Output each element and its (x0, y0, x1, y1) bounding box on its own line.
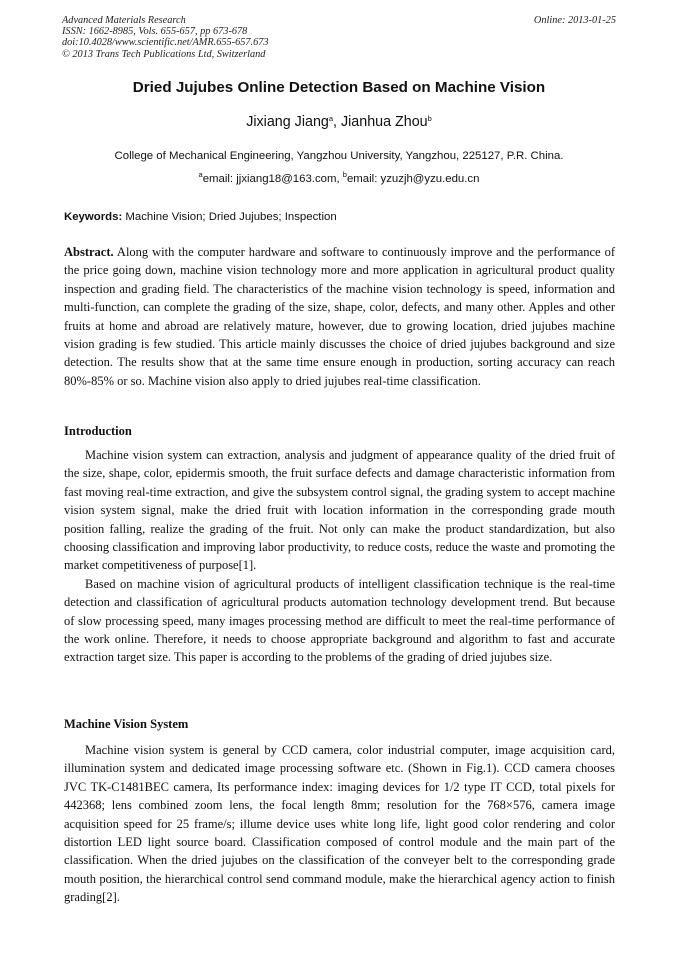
journal-name: Advanced Materials Research (62, 15, 186, 26)
keywords-text: Machine Vision; Dried Jujubes; Inspection (122, 211, 337, 223)
abstract-paragraph (64, 243, 615, 390)
author-affiliation-mark: b (427, 114, 432, 123)
author-list (0, 114, 678, 130)
section-heading-machine-vision-system: Machine Vision System (64, 717, 189, 731)
email-mark: b (342, 170, 347, 179)
introduction-body (64, 446, 615, 667)
paper-title: Dried Jujubes Online Detection Based on Machine Vision (132, 79, 546, 96)
copyright-line: © 2013 Trans Tech Publications Ltd, Switzerland (62, 48, 266, 60)
author-name: Jixiang Jiang (246, 114, 329, 130)
keywords (64, 211, 337, 223)
abstract (64, 243, 615, 390)
author-separator: , (333, 114, 341, 130)
abstract-text: Along with the computer hardware and software to continuously improve and the performance of the price going down, machine vision technology more and more application in agricultural product quality inspection and grading field. The characteristics of the machine vision technology is speed, information and multi-function, can complete the grading of the size, shape, color, defects, and many other. Apples and other fruits at home and abroad are relatively mature, however, due to growing location, dried jujubes machine vision grading is few studied. This article mainly discusses the choice of dried jujubes background and size detection. The results show that at the same time ensure enough in production, sorting accuracy can reach 80%-85% or so. Machine vision also apply to dried jujubes real-time classification. (64, 245, 615, 388)
keywords-label: Keywords: (64, 211, 123, 223)
paragraph: Based on machine vision of agricultural products of intelligent classification technique is the real-time detection and classification of agricultural products automation technology development trend. But because of slow processing speed, many images processing method are difficult to meet the real-time performance of the work online. Therefore, it needs to choose appropriate background and algorithm to fast and accurate extraction target size. This paper is according to the problems of the grading of dried jujubes size. (64, 576, 615, 665)
email-mark: a (198, 170, 203, 179)
author-name: Jianhua Zhou (340, 114, 428, 130)
email-text: email: yzuzjh@yzu.edu.cn (346, 173, 480, 185)
author-emails (0, 170, 678, 185)
section-heading-introduction: Introduction (64, 424, 132, 438)
issn-line: ISSN: 1662-8985, Vols. 655-657, pp 673-678 (62, 26, 248, 38)
abstract-label: Abstract. (64, 245, 114, 259)
paragraph: Machine vision system can extraction, analysis and judgment of appearance quality of the dried fruit of the size, shape, color, epidermis smooth, the fruit surface defects and damage characteristic information from fast moving real-time extraction, and give the subsystem control signal, the grading system to accept machine vision system signal, make the dried fruit with location information in the corresponding grade mouth position falling, realize the grading of the fruit. Not only can make the product standardization, but also choosing classification and improving labor productivity, to reduce costs, reduce the waste and promoting the market competitiveness of purpose[1]. (64, 448, 615, 573)
author-affiliation-mark: a (328, 114, 334, 123)
paragraph: Machine vision system is general by CCD camera, color industrial computer, image acquisition card, illumination system and dedicated image processing software etc. (Shown in Fig.1). CCD camera chooses JVC TK-C1481BEC camera, Its performance index: imaging devices for 1/2 type IT CCD, total pixels for 442368; lens combined zoom lens, the focal length 8mm; resolution for the 768×576, camera image acquisition speed for 25 frame/s; illume device uses white long life, light good color rendering and color distortion LED light source board. Classification composed of control module and the main part of the classification. When the dried jujubes on the classification of the conveyer belt to the corresponding grade mouth position, the hierarchical control send command module, make the hierarchical agency action to finish grading[2]. (64, 743, 615, 905)
affiliation: College of Mechanical Engineering, Yangzhou University, Yangzhou, 225127, P.R. China. (114, 150, 564, 162)
journal-header (62, 15, 616, 60)
email-text: email: jjxiang18@163.com, (202, 173, 343, 185)
machine-vision-system-body (64, 741, 615, 907)
online-date: Online: 2013-01-25 (533, 15, 616, 26)
doi-line: doi:10.4028/www.scientific.net/AMR.655-657.673 (62, 37, 269, 49)
